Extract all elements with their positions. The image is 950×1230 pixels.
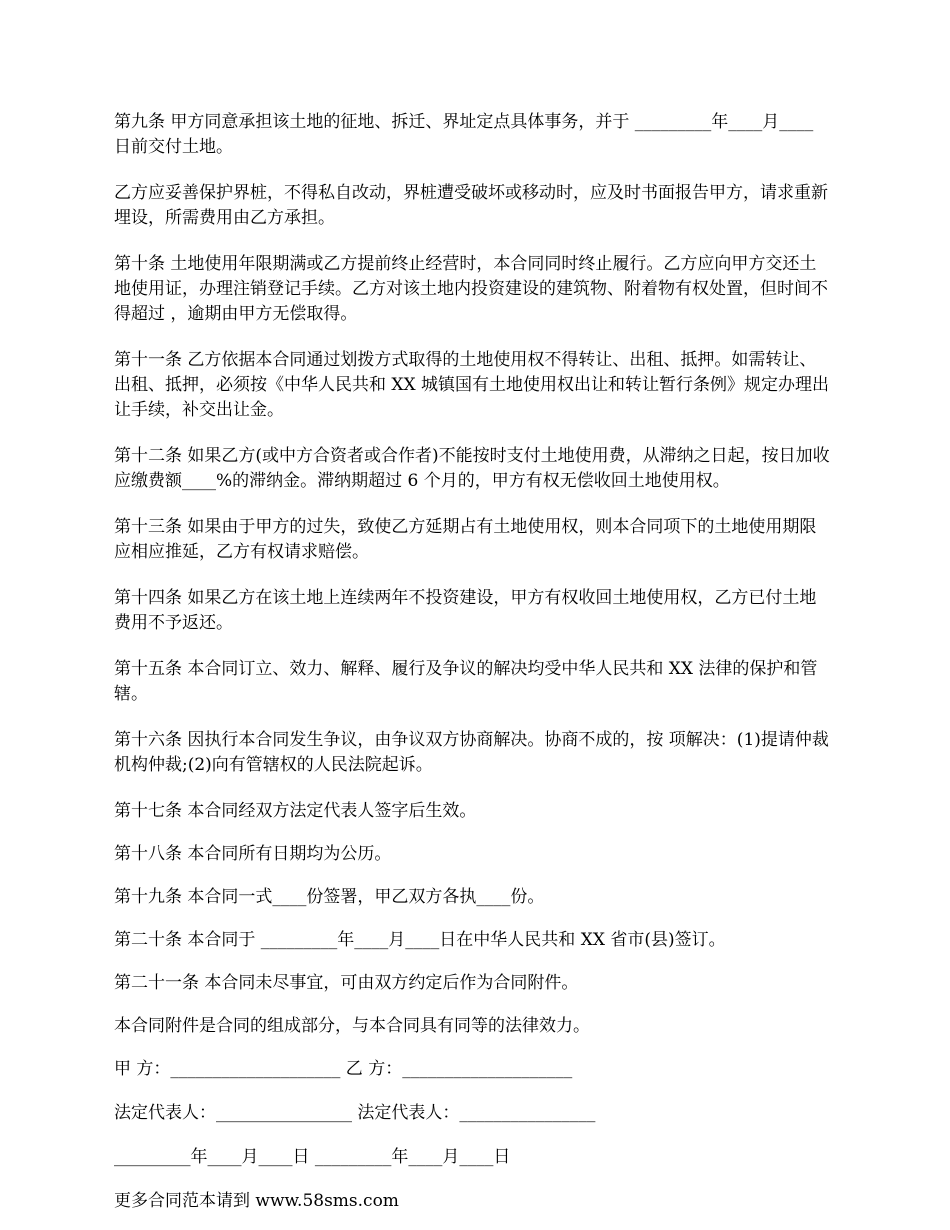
- representatives-signature-line: 法定代表人：________________ 法定代表人：________________: [114, 1103, 596, 1123]
- parties-signature-line: 甲 方：____________________ 乙 方：____________________: [114, 1059, 573, 1079]
- clause-17: 第十七条 本合同经双方法定代表人签字后生效。: [114, 801, 477, 821]
- clause-15: 第十五条 本合同订立、效力、解释、履行及争议的解决均受中华人民共和 XX 法律的保护和管辖。: [114, 659, 818, 704]
- clause-9: 第九条 甲方同意承担该土地的征地、拆迁、界址定点具体事务，并于 _________年____月____日前交付土地。: [114, 112, 814, 157]
- clause-11: 第十一条 乙方依据本合同通过划拨方式取得的土地使用权不得转让、出租、抵押。如需转让、出租、抵押，必须按《中华人民共和 XX 城镇国有土地使用权出让和转让暂行条例》规定办理出让手续，补交出让金。: [114, 350, 830, 420]
- contract-document: [114, 110, 830, 1214]
- clause-20: 第二十条 本合同于 _________年____月____日在中华人民共和 XX 省市(县)签订。: [114, 930, 726, 950]
- clause-12: 第十二条 如果乙方(或中方合资者或合作者)不能按时支付土地使用费，从滞纳之日起，按日加收应缴费额____%的滞纳金。滞纳期超过 6 个月的，甲方有权无偿收回土地使用权。: [114, 446, 830, 491]
- clause-10: 第十条 土地使用年限期满或乙方提前终止经营时，本合同同时终止履行。乙方应向甲方交还土地使用证，办理注销登记手续。乙方对该土地内投资建设的建筑物、附着物有权处置，但时间不得超过 ，逾期由甲方无偿取得。: [114, 254, 828, 324]
- clause-14: 第十四条 如果乙方在该土地上连续两年不投资建设，甲方有权收回土地使用权，乙方已付土地费用不予返还。: [114, 588, 817, 633]
- signature-dates-line: _________年____月____日 _________年____月____日: [114, 1147, 511, 1167]
- attachment-validity-paragraph: 本合同附件是合同的组成部分，与本合同具有同等的法律效力。: [114, 1016, 590, 1036]
- clause-19: 第十九条 本合同一式____份签署，甲乙双方各执____份。: [114, 887, 545, 907]
- footer-note: 更多合同范本请到 www.58sms.com: [114, 1191, 399, 1211]
- clause-16: 第十六条 因执行本合同发生争议，由争议双方协商解决。协商不成的，按 项解决：(1)提请仲裁机构仲裁;(2)向有管辖权的人民法院起诉。: [114, 730, 829, 775]
- clause-18: 第十八条 本合同所有日期均为公历。: [114, 844, 392, 864]
- clause-13: 第十三条 如果由于甲方的过失，致使乙方延期占有土地使用权，则本合同项下的土地使用期限应相应推延，乙方有权请求赔偿。: [114, 517, 817, 562]
- clause-21: 第二十一条 本合同未尽事宜，可由双方约定后作为合同附件。: [114, 973, 579, 993]
- boundary-marker-paragraph: 乙方应妥善保护界桩，不得私自改动，界桩遭受破坏或移动时，应及时书面报告甲方，请求重新埋设，所需费用由乙方承担。: [114, 183, 828, 228]
